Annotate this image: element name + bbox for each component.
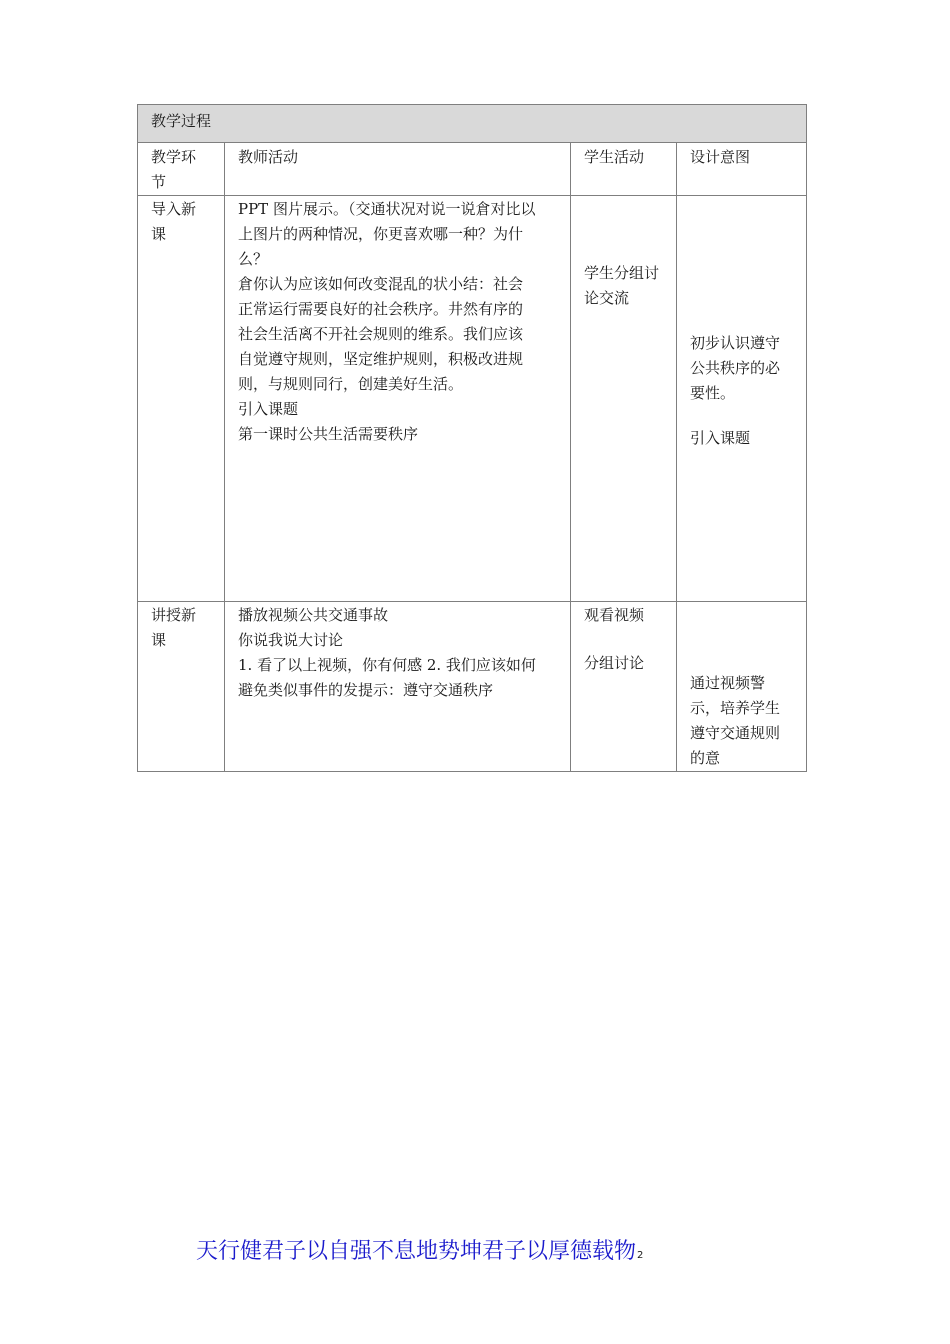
table-header-row (138, 143, 807, 196)
teacher-activity-cell: 播放视频公共交通事故 你说我说大讨论 1. 看了以上视频，你有何感 2. 我们应该如何 避免类似事件的发提示：遵守交通秩序 (225, 602, 571, 772)
table-title: 教学过程 (138, 105, 807, 143)
design-intent-cell: 通过视频警 示，培养学生 遵守交通规则 的意 (677, 602, 807, 772)
design-intent-cell: 初步认识遵守 公共秩序的必 要性。 引入课题 (677, 196, 807, 602)
header-section: 教学环 节 (138, 143, 225, 196)
header-teacher: 教师活动 (225, 143, 571, 196)
table-row (138, 602, 807, 772)
student-activity-cell: 观看视频 分组讨论 (571, 602, 677, 772)
table-row (138, 196, 807, 602)
page-footer (196, 1234, 643, 1265)
page-number: 2 (637, 1250, 644, 1261)
teacher-activity-cell: PPT 图片展示。（交通状况对说一说倉对比以 上图片的两种情况，你更喜欢哪一种？为什 么？ 倉你认为应该如何改变混乱的状小结：社会 正常运行需要良好的社会秩序。井然有序的 社会生活离不开社会规则的维系。我们应该 自觉遵守规则，坚定维护规则，积极改进规 则，与规则同行，创建美好生活。 引入课题 第一课时公共生活需要秩序 (225, 196, 571, 602)
student-activity-cell: 学生分组讨 论交流 (571, 196, 677, 602)
row-section-cell: 讲授新 课 (138, 602, 225, 772)
teaching-process-table (137, 104, 807, 772)
footer-motto: 天行健君子以自强不息地势坤君子以厚德载物 (196, 1239, 637, 1264)
header-student: 学生活动 (571, 143, 677, 196)
header-intent: 设计意图 (677, 143, 807, 196)
row-section-cell: 导入新 课 (138, 196, 225, 602)
